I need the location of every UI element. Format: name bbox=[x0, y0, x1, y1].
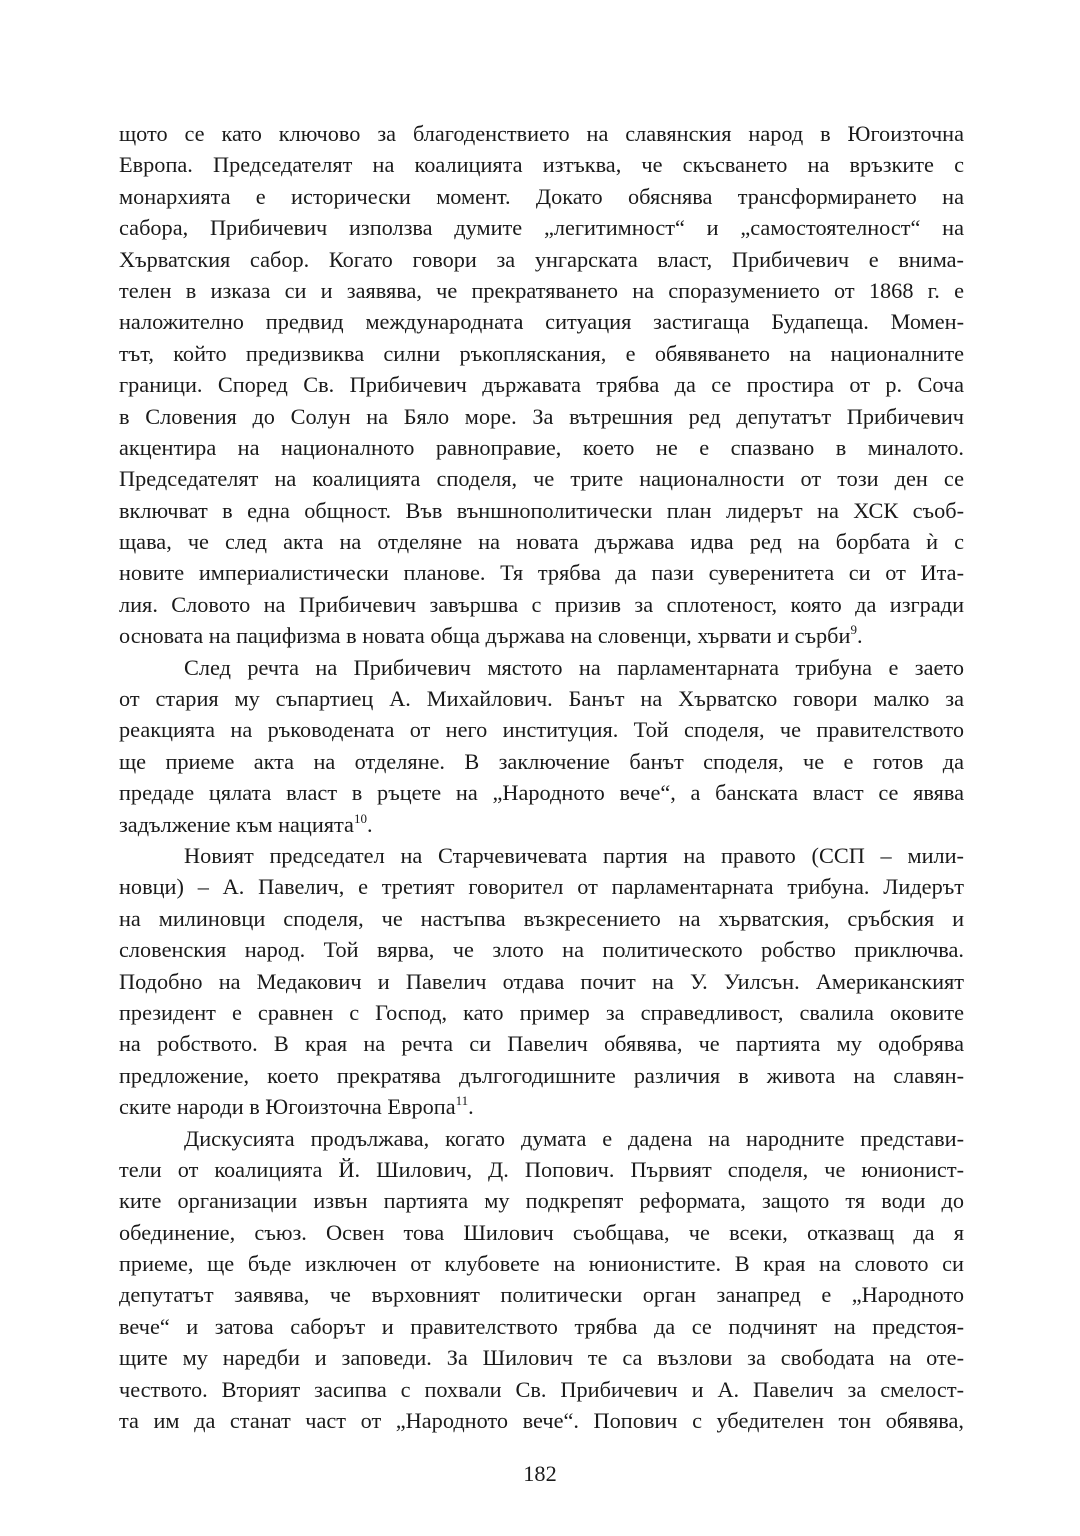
text-line: Хърватския сабор. Когато говори за унгарската власт, Прибичевич е внима- bbox=[119, 246, 964, 272]
text-line: щото се като ключово за благоденствието на славянския народ в Югоизточна bbox=[119, 121, 964, 146]
text-line: ще приеме акта на отделяне. В заключение банът споделя, че е готов да bbox=[119, 748, 964, 774]
text-line: тели от коалицията Й. Шилович, Д. Попович. Първият споделя, че юнионист- bbox=[119, 1156, 964, 1182]
text-line: щите му наредби и заповеди. За Шилович те са възлови за свободата на оте- bbox=[119, 1345, 964, 1371]
paragraph-2 bbox=[119, 652, 964, 840]
paragraph-1 bbox=[119, 118, 964, 652]
text-line: та им да станат част от „Народното вече“. Попович с убедителен тон обявява, bbox=[119, 1408, 964, 1434]
text-line: в Словения до Солун на Бяло море. За вътрешния ред депутатът Прибичевич bbox=[119, 403, 964, 429]
text-line: Новият председател на Старчевичевата партия на правото (ССП – мили- bbox=[184, 842, 964, 868]
text-line: монархията е исторически момент. Докато обяснява трансформирането на bbox=[119, 183, 964, 209]
text-line: Председателят на коалицията споделя, че трите националности от този ден се bbox=[119, 466, 964, 492]
text-line: от стария му съпартиец А. Михайлович. Банът на Хърватско говори малко за bbox=[119, 686, 964, 712]
body-text bbox=[119, 118, 964, 1436]
text-line: предаде цялата власт в ръцете на „Народното вече“, а банската власт се явява bbox=[119, 780, 964, 806]
text-line: новци) – А. Павелич, е третият говорител от парламентарната трибуна. Лидерът bbox=[119, 874, 964, 900]
text-line: президент е сравнен с Господ, като пример за справедливост, свалила оковите bbox=[119, 999, 964, 1025]
text-line bbox=[119, 1091, 964, 1122]
text-line: След речта на Прибичевич мястото на парламентарната трибуна е заето bbox=[184, 654, 964, 680]
text-line: сабора, Прибичевич използва думите „легитимност“ и „самостоятелност“ на bbox=[119, 215, 964, 241]
text-line: включват в една общност. Във външнополитически план лидерът на ХСК съоб- bbox=[119, 497, 964, 523]
text-line: граници. Според Св. Прибичевич държавата трябва да се простира от р. Соча bbox=[119, 372, 964, 398]
text-line: чеството. Вторият засипва с похвали Св. Прибичевич и А. Павелич за смелост- bbox=[119, 1376, 964, 1402]
text-line bbox=[119, 809, 964, 840]
line-text: ските народи в Югоизточна Европа bbox=[119, 1094, 456, 1120]
text-line bbox=[119, 620, 964, 651]
line-text: основата на пацифизма в новата обща държава на словенци, хървати и сърби bbox=[119, 623, 851, 649]
text-line: приеме, ще бъде изключен от клубовете на юнионистите. В края на словото си bbox=[119, 1251, 964, 1277]
text-line: Подобно на Медакович и Павелич отдава почит на У. Уилсън. Американският bbox=[119, 968, 964, 994]
text-line: новите империалистически планове. Тя трябва да пази суверенитета си от Ита- bbox=[119, 560, 964, 586]
text-line: ките организации извън партията му подкрепят реформата, защото тя води до bbox=[119, 1188, 964, 1214]
sentence-end: . bbox=[468, 1094, 474, 1120]
text-line: лия. Словото на Прибичевич завършва с призив за сплотеност, която да изгради bbox=[119, 591, 964, 617]
text-line: на робството. В края на речта си Павелич обявява, че партията му одобрява bbox=[119, 1031, 964, 1057]
sentence-end: . bbox=[856, 623, 863, 649]
text-line: словенския народ. Той вярва, че злото на политическото робство приключва. bbox=[119, 937, 964, 963]
text-line: щава, че след акта на отделяне на новата държава идва ред на борбата ѝ с bbox=[119, 529, 964, 555]
paragraph-3 bbox=[119, 840, 964, 1123]
text-line: на милиновци споделя, че настъпва възкресението на хърватския, сръбския и bbox=[119, 905, 964, 931]
footnote-marker[interactable]: 9 bbox=[850, 622, 857, 638]
text-line: депутатът заявява, че върховният политически орган занапред е „Народното bbox=[119, 1282, 964, 1308]
paragraph-4 bbox=[119, 1123, 964, 1437]
text-line: предложение, което прекратява дългогодишните различия в живота на славян- bbox=[119, 1062, 964, 1088]
text-line: вече“ и затова саборът и правителството трябва да се подчинят на предстоя- bbox=[119, 1313, 964, 1339]
line-text: задължение към нацията bbox=[119, 811, 354, 837]
text-line: тът, който предизвиква силни ръкопляскания, е обявяването на националните bbox=[119, 340, 964, 366]
text-line: обединение, съюз. Освен това Шилович съобщава, че всеки, отказващ да я bbox=[119, 1219, 964, 1245]
footnote-marker[interactable]: 10 bbox=[353, 810, 367, 826]
page-number: 182 bbox=[523, 1461, 557, 1486]
text-line: телен в изказа си и заявява, че прекратяването на споразумението от 1868 г. е bbox=[119, 277, 964, 303]
text-line: реакцията на ръководената от него институция. Той споделя, че правителството bbox=[119, 717, 964, 743]
text-line: Дискусията продължава, когато думата е дадена на народните представи- bbox=[184, 1125, 964, 1151]
text-line: наложително предвид международната ситуация застигаща Будапеща. Момен- bbox=[119, 309, 964, 335]
sentence-end: . bbox=[366, 811, 373, 837]
footnote-marker[interactable]: 11 bbox=[455, 1093, 469, 1109]
text-line: акцентира на националното равноправие, което не е спазвано в миналото. bbox=[119, 434, 964, 460]
text-line: Европа. Председателят на коалицията изтъква, че скъсването на връзките с bbox=[119, 152, 964, 178]
